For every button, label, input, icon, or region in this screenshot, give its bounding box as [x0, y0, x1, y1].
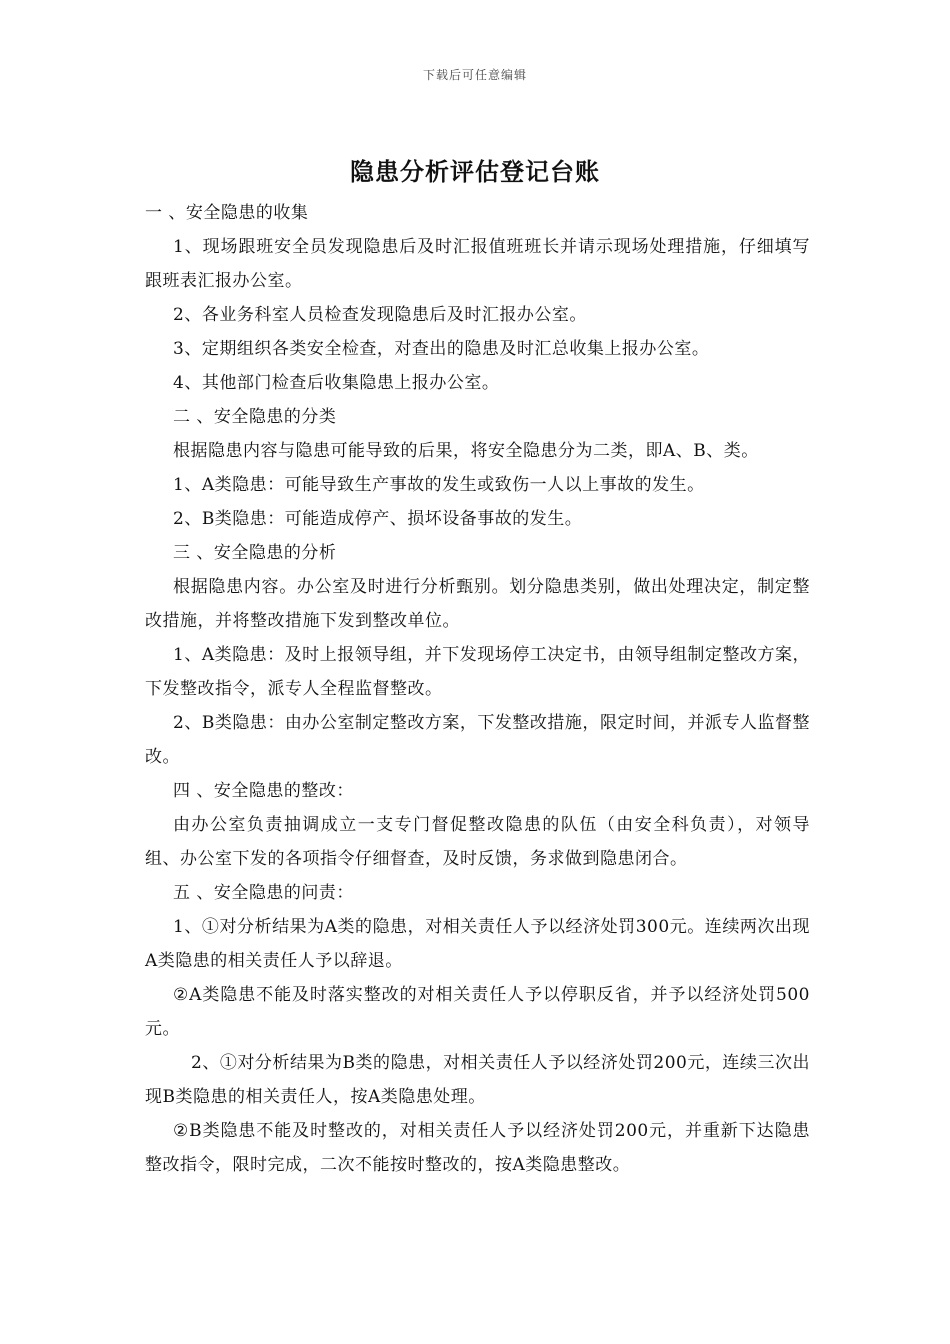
paragraph: 由办公室负责抽调成立一支专门督促整改隐患的队伍（由安全科负责），对领导组、办公室下发的各项指令仔细督查，及时反馈，务求做到隐患闭合。	[145, 815, 810, 869]
paragraph: 1、现场跟班安全员发现隐患后及时汇报值班班长并请示现场处理措施，仔细填写跟班表汇报办公室。	[145, 237, 810, 291]
paragraph: 根据隐患内容与隐患可能导致的后果，将安全隐患分为二类，即A、B、类。	[173, 441, 759, 461]
paragraph: 2、B类隐患：可能造成停产、损坏设备事故的发生。	[173, 509, 583, 529]
paragraph: ②A类隐患不能及时落实整改的对相关责任人予以停职反省，并予以经济处罚500元。	[145, 985, 810, 1039]
paragraph: ②B类隐患不能及时整改的，对相关责任人予以经济处罚200元，并重新下达隐患整改指令，限时完成，二次不能按时整改的，按A类隐患整改。	[145, 1121, 810, 1175]
paragraph: 1、A类隐患：可能导致生产事故的发生或致伤一人以上事故的发生。	[173, 475, 705, 495]
paragraph: 1、①对分析结果为A类的隐患，对相关责任人予以经济处罚300元。连续两次出现A类隐患的相关责任人予以辞退。	[145, 917, 810, 971]
section-heading-analysis: 三 、安全隐患的分析	[173, 543, 337, 563]
section-heading-rectification: 四 、安全隐患的整改：	[173, 781, 354, 801]
document-title: 隐患分析评估登记台账	[350, 158, 600, 186]
paragraph: 2、各业务科室人员检查发现隐患后及时汇报办公室。	[173, 305, 587, 325]
paragraph: 1、A类隐患：及时上报领导组，并下发现场停工决定书，由领导组制定整改方案，下发整改指令，派专人全程监督整改。	[145, 645, 810, 699]
paragraph: 2、①对分析结果为B类的隐患，对相关责任人予以经济处罚200元，连续三次出现B类隐患的相关责任人，按A类隐患处理。	[145, 1053, 810, 1107]
section-heading-collection: 一 、安全隐患的收集	[145, 203, 309, 223]
paragraph: 2、B类隐患：由办公室制定整改方案，下发整改措施，限定时间，并派专人监督整改。	[145, 713, 810, 767]
section-heading-classification: 二 、安全隐患的分类	[173, 407, 337, 427]
paragraph: 4、其他部门检查后收集隐患上报办公室。	[173, 373, 500, 393]
header-note: 下载后可任意编辑	[422, 68, 527, 82]
section-heading-accountability: 五 、安全隐患的问责：	[173, 883, 354, 903]
paragraph: 3、定期组织各类安全检查，对查出的隐患及时汇总收集上报办公室。	[173, 339, 710, 359]
document-body	[145, 196, 810, 1182]
paragraph: 根据隐患内容。办公室及时进行分析甄别。划分隐患类别，做出处理决定，制定整改措施，并将整改措施下发到整改单位。	[145, 577, 810, 631]
